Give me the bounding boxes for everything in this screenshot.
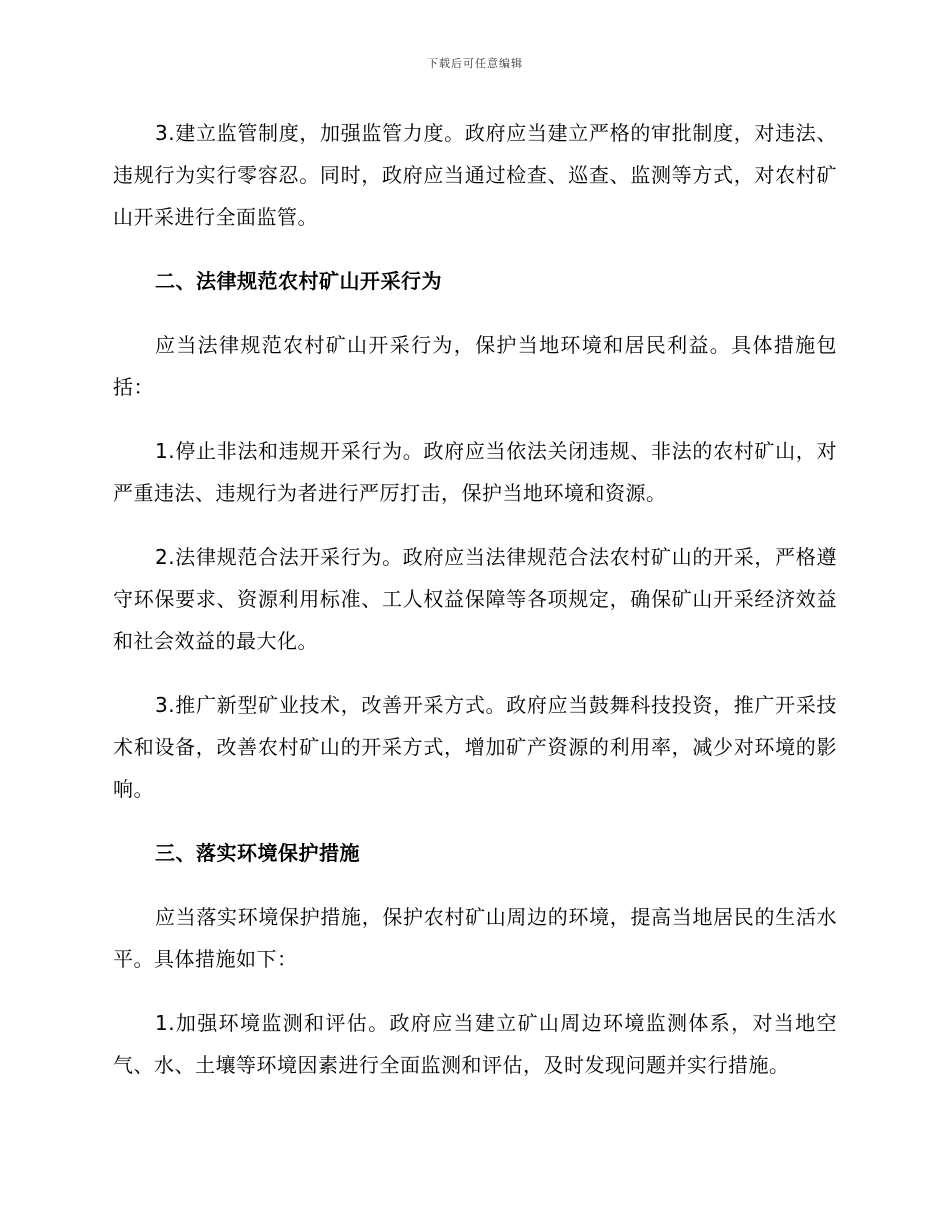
paragraph-section-2-intro: 应当法律规范农村矿山开采行为，保护当地环境和居民利益。具体措施包括： <box>113 333 837 399</box>
paragraph-environment-monitoring: 1.加强环境监测和评估。政府应当建立矿山周边环境监测体系，对当地空气、水、土壤等环境因素进行全面监测和评估，及时发现问题并实行措施。 <box>113 1011 837 1077</box>
paragraph-regulate-legal-mining: 2.法律规范合法开采行为。政府应当法律规范合法农村矿山的开采，严格遵守环保要求、资源利用标准、工人权益保障等各项规定，确保矿山开采经济效益和社会效益的最大化。 <box>113 545 837 653</box>
paragraph-supervision-system: 3.建立监管制度，加强监管力度。政府应当建立严格的审批制度，对违法、违规行为实行零容忍。同时，政府应当通过检查、巡查、监测等方式，对农村矿山开采进行全面监管。 <box>113 121 837 229</box>
section-heading-3: 三、落实环境保护措施 <box>155 841 360 865</box>
document-body <box>113 112 837 1108</box>
header-note: 下载后可任意编辑 <box>427 57 523 70</box>
paragraph-section-3-intro: 应当落实环境保护措施，保护农村矿山周边的环境，提高当地居民的生活水平。具体措施如下： <box>113 905 837 971</box>
paragraph-stop-illegal-mining: 1.停止非法和违规开采行为。政府应当依法关闭违规、非法的农村矿山，对严重违法、违规行为者进行严厉打击，保护当地环境和资源。 <box>113 439 837 505</box>
section-heading-2: 二、法律规范农村矿山开采行为 <box>155 269 442 293</box>
paragraph-promote-technology: 3.推广新型矿业技术，改善开采方式。政府应当鼓舞科技投资，推广开采技术和设备，改善农村矿山的开采方式，增加矿产资源的利用率，减少对环境的影响。 <box>113 693 837 801</box>
